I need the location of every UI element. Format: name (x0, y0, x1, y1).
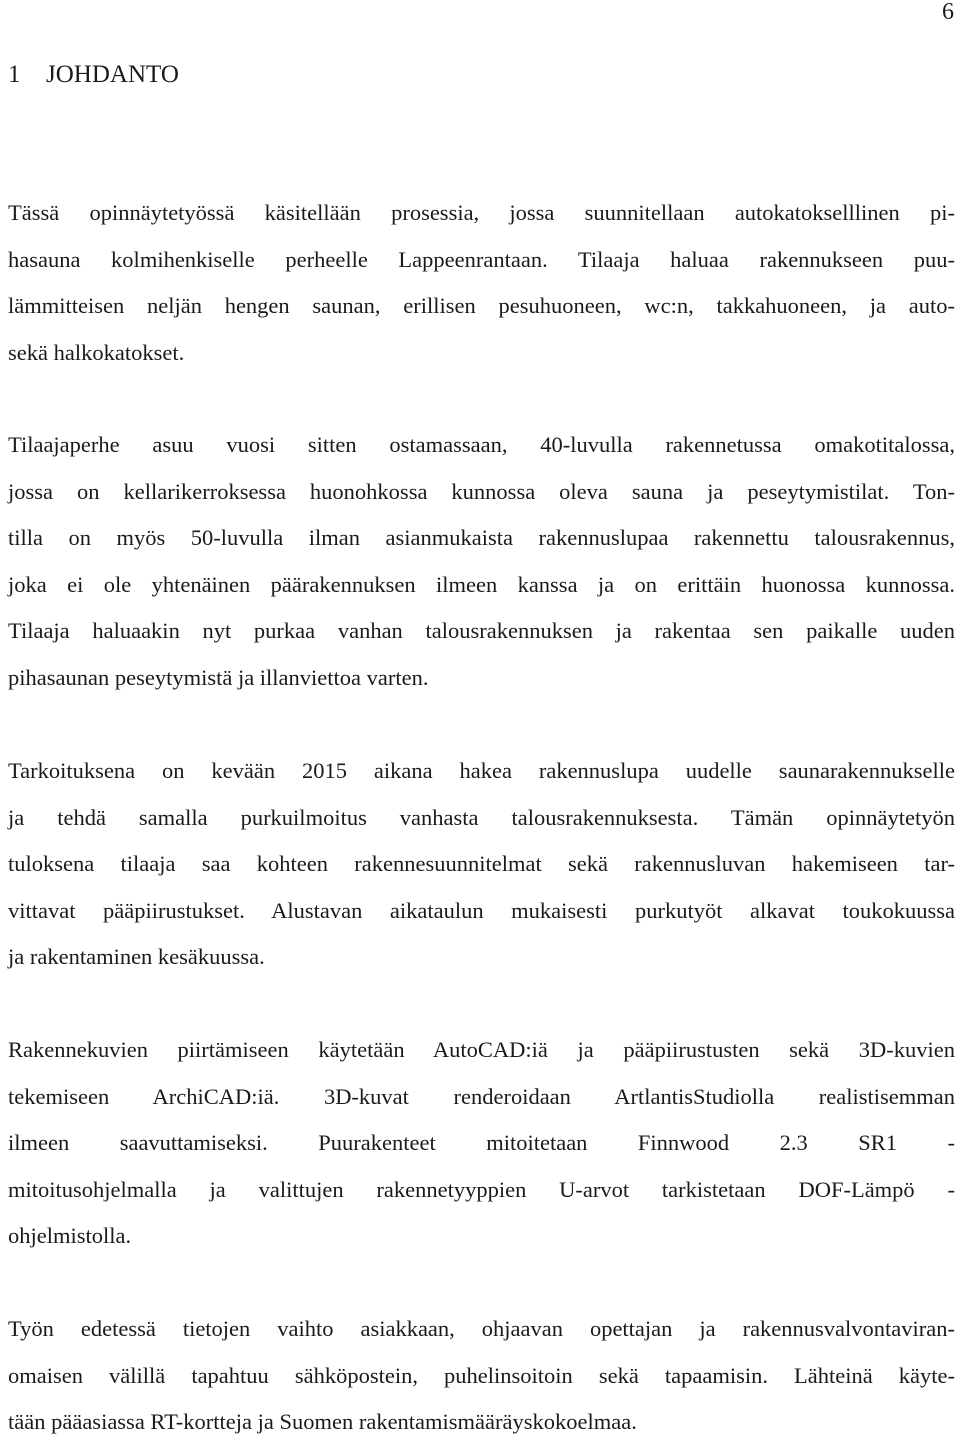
text-line: Tarkoituksena on kevään 2015 aikana hakea rakennuslupa uudelle saunarakennukselle (8, 758, 955, 783)
paragraph-3 (8, 748, 955, 981)
page-number: 6 (942, 0, 954, 25)
text-line: pihasaunan peseytymistä ja illanviettoa varten. (8, 664, 429, 690)
text-line: Tässä opinnäytetyössä käsitellään prosessia, jossa suunnitellaan autokatokselllinen pi- (8, 200, 955, 225)
text-line: lämmitteisen neljän hengen saunan, erillisen pesuhuoneen, wc:n, takkahuoneen, ja auto- (8, 293, 955, 318)
text-line: Tilaajaperhe asuu vuosi sitten ostamassaan, 40-luvulla rakennetussa omakotitalossa, (8, 432, 955, 457)
text-line: tekemiseen ArchiCAD:iä. 3D-kuvat renderoidaan ArtlantisStudiolla realistisemman (8, 1083, 955, 1109)
paragraph-2 (8, 422, 955, 701)
text-line: ja rakentaminen kesäkuussa. (8, 944, 265, 969)
chapter-title: JOHDANTO (46, 61, 179, 88)
text-line: sekä halkokatokset. (8, 339, 185, 365)
text-line: omaisen välillä tapahtuu sähköpostein, puhelinsoitoin sekä tapaamisin. Lähteinä käyte- (8, 1362, 955, 1388)
text-line: joka ei ole yhtenäinen päärakennuksen ilmeen kanssa ja on erittäin huonossa kunnossa. (8, 571, 955, 597)
paragraph-4 (8, 1027, 955, 1260)
paragraph-5 (8, 1306, 955, 1446)
text-line: tilla on myös 50-luvulla ilman asianmukaista rakennuslupaa rakennettu talousrakennus, (8, 525, 955, 550)
text-line: Rakennekuvien piirtämiseen käytetään AutoCAD:iä ja pääpiirustusten sekä 3D-kuvien (8, 1037, 955, 1062)
paragraph-1 (8, 190, 955, 376)
text-line: Tilaaja haluaakin nyt purkaa vanhan talousrakennuksen ja rakentaa sen paikalle uuden (8, 618, 955, 643)
chapter-heading (8, 60, 179, 90)
text-line: ja tehdä samalla purkuilmoitus vanhasta talousrakennuksesta. Tämän opinnäytetyön (8, 804, 955, 830)
text-line: vittavat pääpiirustukset. Alustavan aikataulun mukaisesti purkutyöt alkavat toukokuussa (8, 897, 955, 923)
text-line: tuloksena tilaaja saa kohteen rakennesuunnitelmat sekä rakennusluvan hakemiseen tar- (8, 851, 955, 876)
text-line: jossa on kellarikerroksessa huonohkossa kunnossa oleva sauna ja peseytymistilat. Ton- (8, 478, 955, 504)
chapter-number: 1 (8, 61, 21, 88)
text-line: ohjelmistolla. (8, 1223, 132, 1248)
text-line: tään pääasiassa RT-kortteja ja Suomen rakentamismääräyskokoelmaa. (8, 1409, 637, 1434)
text-line: Työn edetessä tietojen vaihto asiakkaan, ohjaavan opettajan ja rakennusvalvontaviran- (8, 1316, 955, 1341)
text-line: hasauna kolmihenkiselle perheelle Lappeenrantaan. Tilaaja haluaa rakennukseen puu- (8, 246, 955, 272)
text-line: ilmeen saavuttamiseksi. Puurakenteet mitoitetaan Finnwood 2.3 SR1 - (8, 1130, 955, 1155)
text-line: mitoitusohjelmalla ja valittujen rakennetyyppien U-arvot tarkistetaan DOF-Lämpö - (8, 1176, 955, 1202)
